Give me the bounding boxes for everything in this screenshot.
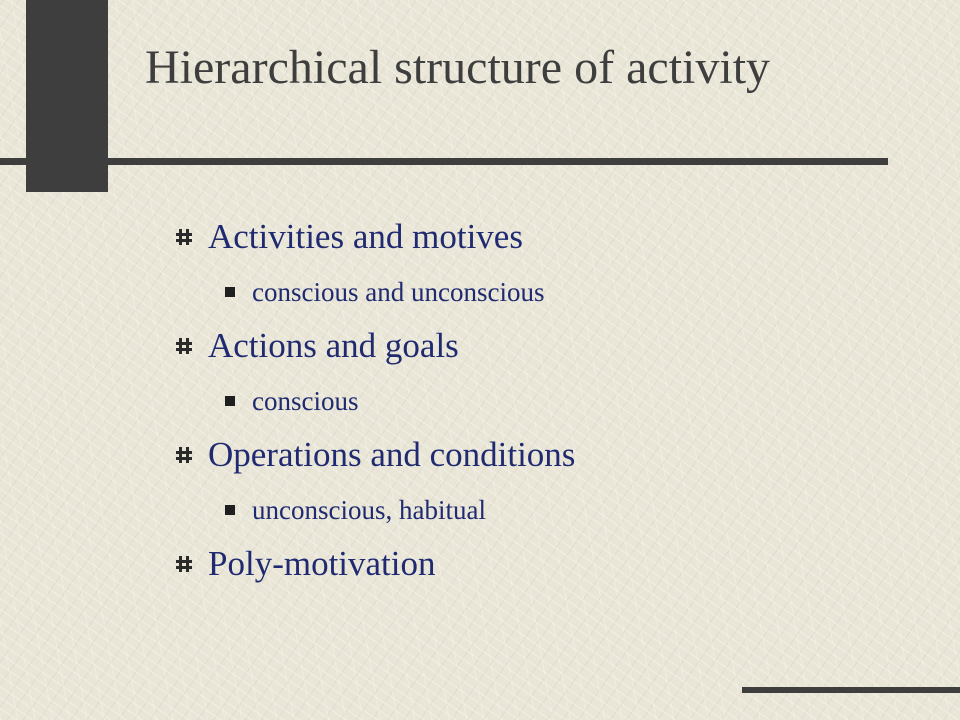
square-bullet-icon [225,505,235,515]
bullet-item [172,214,932,272]
sub-bullet-item [172,490,932,541]
hash-bullet-icon [174,445,194,465]
hash-bullet-icon [174,336,194,356]
title-underline [0,158,888,165]
bullet-text: Poly-motivation [208,544,436,583]
sub-bullet-text: conscious and unconscious [252,277,545,307]
bullet-list [172,214,932,599]
sub-bullet-item [172,272,932,323]
bullet-item [172,541,932,599]
bullet-item [172,432,932,490]
bullet-text: Actions and goals [208,326,459,365]
square-bullet-icon [225,287,235,297]
bullet-item [172,323,932,381]
square-bullet-icon [225,396,235,406]
bullet-text: Activities and motives [208,217,523,256]
bullet-text: Operations and conditions [208,435,576,474]
footer-rule [742,687,960,693]
sub-bullet-text: conscious [252,386,359,416]
sub-bullet-text: unconscious, habitual [252,495,486,525]
hash-bullet-icon [174,554,194,574]
sub-bullet-item [172,381,932,432]
hash-bullet-icon [174,227,194,247]
slide-title: Hierarchical structure of activity [145,41,771,94]
